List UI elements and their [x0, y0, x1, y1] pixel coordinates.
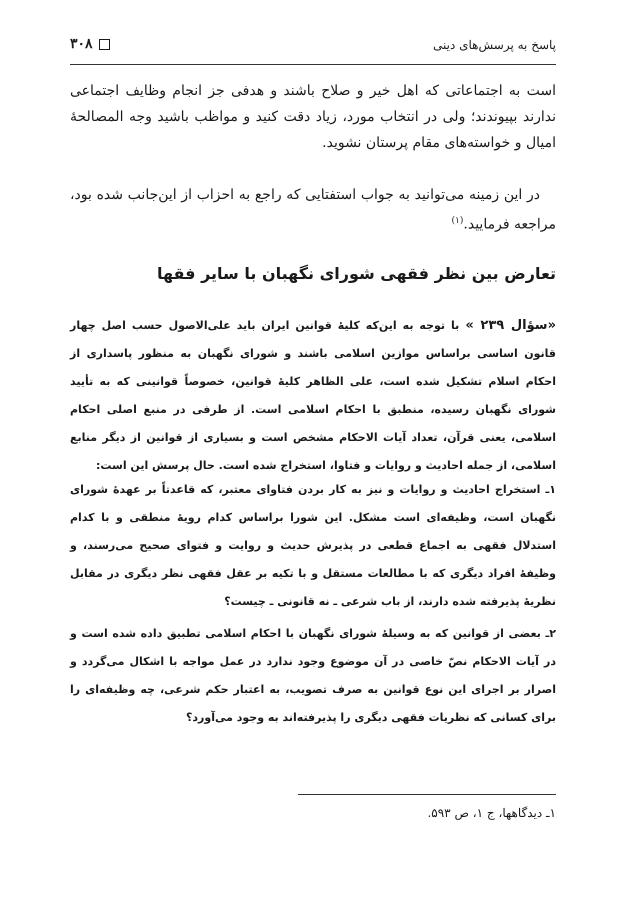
question-label: «سؤال ۲۳۹ » — [465, 318, 556, 333]
question-paragraph — [70, 312, 556, 480]
question-item-2: ۲ـ بعضی از قوانین که به وسیلهٔ شورای نگهبان با احکام اسلامی تطبیق داده شده است و در آیات الاحکام نصّ خاصی در آن موضوع وجود ندارد در عمل مواجه با اشکال می‌گردد و اصرار بر اجرای این نوع قوانین به صرف تصویب، به اعتبار حکم شرعی، چه وظیفه‌ای را برای کسانی که نظریات فقهی دیگری را پذیرفته‌اند به وجود می‌آورد؟ — [70, 627, 556, 724]
footnote-reference: (۱) — [451, 216, 464, 226]
question-item-1: ۱ـ استخراج احادیث و روایات و نیز به کار بردن فتاوای معتبر، که قاعدتاً بر عهدهٔ شورای نگهبان است، وظیفه‌ای است مشکل. این شورا براساس کدام رویهٔ منطقی و با کدام استدلال فقهی به اجماع قطعی در پذیرش حدیث و روایت و فتوای صحیح می‌رسند، و وظیفهٔ افراد دیگری که با مطالعات مستقل و با تکیه بر عقل فقهی نظر دیگری در مقابل نظریهٔ پذیرفته شده دارند، از باب شرعی ـ نه قانونی ـ چیست؟ — [70, 483, 556, 608]
footnote: ۱ـ دیدگاهها، ج ۱، ص ۵۹۳. — [427, 806, 556, 820]
question-text: با توجه به این‌که کلیهٔ قوانین ایران باید علی‌الاصول حسب اصل چهار قانون اساسی براساس موازین اسلامی باشند و شورای نگهبان به منظور پاسداری از احکام اسلام تشکیل شده است، علی الظاهر کلیهٔ قوانین، خصوصاً قوانینی که به تأیید شورای نگهبان رسیده، منطبق با احکام اسلامی است. از طرفی در منبع اصلی احکام اسلامی، یعنی قرآن، تعداد آیات الاحکام مشخص است و بسیاری از قوانین از دیگر منابع اسلامی، از جمله احادیث و روایات و فتاوا، استخراج شده است. حال پرسش این است: — [70, 319, 556, 472]
intro-paragraph-2-text: در این زمینه می‌توانید به جواب استفتایی که راجع به احزاب از این‌جانب شده بود، مراجعه فرمایید. — [70, 187, 556, 233]
intro-paragraph-1: است به اجتماعاتی که اهل خیر و صلاح باشند و هدفی جز انجام وظایف اجتماعی ندارند بپیوندند؛ ولی در انتخاب مورد، زیاد دقت کنید و مواظب باشید وجه المصالحهٔ امیال و خواسته‌های مقام پرستان نشوید. — [70, 83, 556, 151]
footnote-divider — [298, 794, 556, 795]
running-title: پاسخ به پرسش‌های دینی — [432, 38, 556, 52]
header-divider — [70, 64, 556, 65]
section-heading: تعارض بین نظر فقهی شورای نگهبان با سایر فقها — [156, 264, 556, 283]
running-header — [70, 36, 556, 58]
page-number-value: ۳۰۸ — [70, 36, 93, 52]
intro-paragraph-2 — [70, 182, 556, 238]
page-number — [70, 36, 110, 52]
square-ornament-icon — [99, 39, 110, 50]
